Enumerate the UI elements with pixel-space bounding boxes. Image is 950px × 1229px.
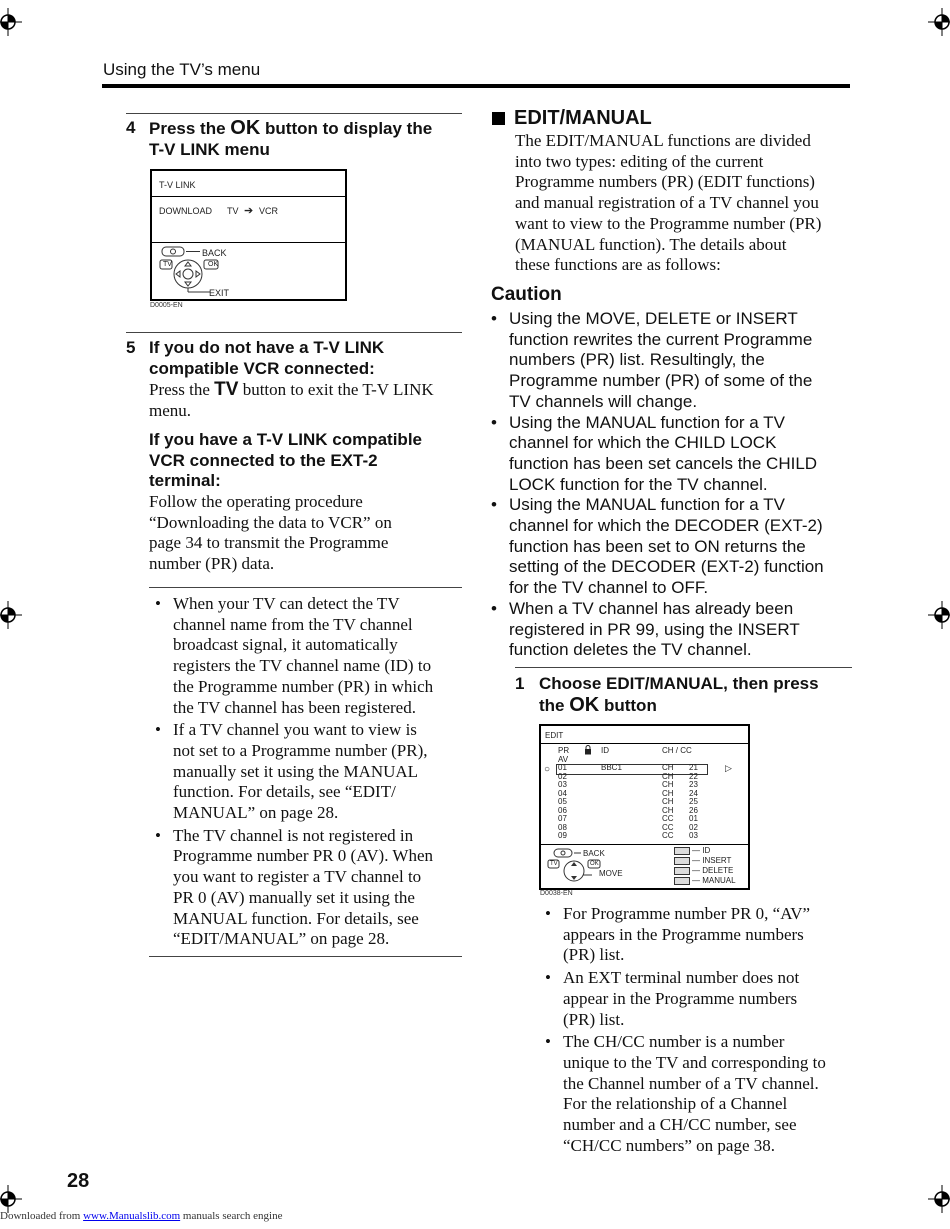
list-item bbox=[149, 720, 469, 824]
subheading-line: VCR connected to the EXT-2 bbox=[149, 450, 378, 470]
screen-divider bbox=[152, 196, 345, 197]
legend-item: — ID bbox=[674, 846, 736, 856]
table-row: 01 bbox=[558, 763, 567, 772]
caution-line: function deletes the TV channel. bbox=[509, 640, 752, 660]
note-line: MANUAL function. For details, see bbox=[173, 908, 419, 928]
list-item bbox=[491, 309, 851, 413]
list-item bbox=[491, 495, 851, 599]
screen-title: T-V LINK bbox=[159, 180, 196, 190]
list-item bbox=[491, 413, 851, 496]
table-cell-type: CH bbox=[662, 805, 674, 815]
list-item bbox=[539, 904, 859, 966]
step1-heading-post: button bbox=[603, 695, 657, 715]
step5-heading-line2: compatible VCR connected: bbox=[149, 358, 375, 378]
step5-subheading bbox=[149, 430, 469, 492]
caution-line: registered in PR 99, using the INSERT bbox=[509, 619, 800, 639]
legend-label: MANUAL bbox=[702, 876, 736, 885]
step1-heading bbox=[539, 674, 859, 716]
caution-list bbox=[491, 309, 851, 661]
table-row: 06 bbox=[558, 805, 567, 815]
intro-line: (MANUAL function). The details about bbox=[515, 234, 787, 254]
caution-title: Caution bbox=[491, 284, 562, 305]
figure-code: D0005-EN bbox=[150, 302, 183, 309]
note-line: the Channel number of a TV channel. bbox=[563, 1073, 819, 1093]
note-line: manually set it using the MANUAL bbox=[173, 761, 419, 781]
step1-heading-line1: Choose EDIT/MANUAL, then press bbox=[539, 674, 819, 693]
table-cell-num: 23 bbox=[689, 780, 698, 789]
triangle-right-icon: ▷ bbox=[725, 763, 732, 773]
note-line: • When your TV can detect the TV bbox=[173, 594, 400, 613]
registration-mark-top-right bbox=[928, 8, 950, 36]
subtext-line: “Downloading the data to VCR” on bbox=[149, 512, 392, 532]
lock-icon bbox=[584, 745, 592, 755]
exit-label: EXIT bbox=[209, 288, 230, 298]
note-line: (PR) list. bbox=[563, 1009, 625, 1029]
note-line: • For Programme number PR 0, “AV” bbox=[563, 904, 811, 923]
screen-title: EDIT bbox=[545, 731, 564, 740]
section-square-icon bbox=[492, 112, 505, 125]
download-label: DOWNLOAD bbox=[159, 206, 213, 216]
table-row: 02 bbox=[558, 771, 567, 781]
step5-subtext bbox=[149, 492, 469, 575]
note-line: channel name from the TV channel bbox=[173, 614, 413, 634]
ok-button-label: OK bbox=[590, 861, 599, 867]
number-column bbox=[689, 764, 698, 841]
intro-line: Programme numbers (PR) (EDIT functions) bbox=[515, 172, 815, 192]
note-line: unique to the TV and corresponding to bbox=[563, 1052, 826, 1072]
caution-line: channel for which the CHILD LOCK bbox=[509, 433, 777, 453]
color-key-icon bbox=[674, 867, 690, 875]
back-label: BACK bbox=[583, 849, 605, 858]
registration-mark-bottom-right bbox=[928, 1185, 950, 1213]
step5-text bbox=[149, 380, 469, 421]
note-line: the Programme number (PR) in which bbox=[173, 676, 434, 696]
tv-button-label: TV bbox=[163, 261, 172, 268]
registration-mark-top-left bbox=[0, 8, 22, 36]
note-line: Programme number PR 0 (AV). When bbox=[173, 846, 434, 866]
back-label: BACK bbox=[202, 248, 227, 258]
table-cell-type: CC bbox=[662, 822, 674, 832]
intro-line: want to view to the Programme number (PR) bbox=[515, 213, 822, 233]
caution-line: • Using the MANUAL function for a TV bbox=[509, 495, 785, 515]
note-line: “EDIT/MANUAL” on page 28. bbox=[173, 929, 390, 949]
table-row: 07 bbox=[558, 814, 567, 823]
intro-line: The EDIT/MANUAL functions are divided bbox=[515, 131, 811, 150]
id-column bbox=[601, 764, 622, 773]
ok-button-symbol: OK bbox=[230, 117, 261, 139]
subtext-line: page 34 to transmit the Programme bbox=[149, 533, 389, 553]
table-cell-type: CH bbox=[662, 797, 674, 806]
page-number: 28 bbox=[67, 1170, 90, 1192]
notes-list bbox=[539, 904, 859, 1156]
table-cell-num: 03 bbox=[689, 831, 698, 840]
arrow-right-icon: ➔ bbox=[244, 205, 254, 217]
table-cell-type: CH bbox=[662, 763, 674, 772]
legend-label: INSERT bbox=[702, 856, 732, 865]
column-header-chcc: CH / CC bbox=[662, 746, 692, 755]
legend-label: ID bbox=[702, 846, 711, 855]
step4-heading bbox=[149, 118, 469, 160]
note-line: “CH/CC numbers” on page 38. bbox=[563, 1135, 775, 1155]
selection-circle-icon: ○ bbox=[544, 764, 551, 775]
intro-line: into two types: editing of the current bbox=[515, 151, 764, 171]
note-line: registers the TV channel name (ID) to bbox=[173, 656, 432, 676]
intro-line: and manual registration of a TV channel you bbox=[515, 193, 819, 213]
caution-line: channel for which the DECODER (EXT-2) bbox=[509, 516, 823, 536]
note-line: • An EXT terminal number does not bbox=[563, 968, 800, 988]
table-row: 09 bbox=[558, 831, 567, 840]
subtext-line: Follow the operating procedure bbox=[149, 492, 363, 511]
section-intro bbox=[515, 131, 855, 276]
tv-button-label: TV bbox=[550, 861, 558, 867]
caution-line: numbers (PR) list. Resultingly, the bbox=[509, 350, 765, 370]
tv-button-symbol: TV bbox=[214, 379, 239, 400]
caution-line: LOCK function for the TV channel. bbox=[509, 474, 768, 494]
list-item bbox=[539, 968, 859, 1030]
list-item bbox=[149, 826, 469, 950]
figure-code: D0038-EN bbox=[540, 890, 573, 897]
step4-heading-pre: Press the bbox=[149, 119, 226, 138]
color-key-icon bbox=[674, 857, 690, 865]
screen-divider bbox=[541, 844, 748, 845]
color-key-legend bbox=[674, 846, 736, 886]
note-line: appear in the Programme numbers bbox=[563, 988, 798, 1008]
table-cell-id: BBC1 bbox=[601, 763, 622, 772]
divider bbox=[149, 587, 462, 588]
registration-mark-mid-left bbox=[0, 601, 22, 629]
table-cell-type: CH bbox=[662, 780, 674, 789]
selected-row-highlight bbox=[556, 764, 708, 775]
caution-line: setting of the DECODER (EXT-2) function bbox=[509, 557, 824, 577]
caution-line: function has been set cancels the CHILD bbox=[509, 453, 818, 473]
note-line: appears in the Programme numbers bbox=[563, 924, 804, 944]
tv-label: TV bbox=[227, 206, 239, 216]
footer-suffix: manuals search engine bbox=[182, 1210, 283, 1222]
caution-line: • Using the MOVE, DELETE or INSERT bbox=[509, 309, 798, 328]
step5-heading-line1: If you do not have a T-V LINK bbox=[149, 338, 385, 357]
legend-label: DELETE bbox=[702, 866, 734, 875]
table-cell-num: 02 bbox=[689, 822, 698, 832]
note-line: For the relationship of a Channel bbox=[563, 1094, 788, 1114]
ok-button-label: OK bbox=[208, 261, 219, 268]
section-title: EDIT/MANUAL bbox=[514, 107, 652, 129]
footer-prefix: Downloaded from bbox=[0, 1210, 81, 1222]
notes-list bbox=[149, 594, 469, 950]
table-row: 05 bbox=[558, 797, 567, 806]
table-cell-type: CH bbox=[662, 788, 674, 798]
caution-line: TV channels will change. bbox=[509, 391, 698, 411]
caution-line: • Using the MANUAL function for a TV bbox=[509, 412, 785, 432]
step4-heading-line2: T-V LINK menu bbox=[149, 139, 270, 159]
step1-heading-pre: the bbox=[539, 695, 565, 715]
list-item bbox=[539, 1032, 859, 1156]
legend-item: — INSERT bbox=[674, 856, 736, 866]
color-key-icon bbox=[674, 877, 690, 885]
note-line: MANUAL” on page 28. bbox=[173, 803, 339, 823]
note-line: broadcast signal, it automatically bbox=[173, 635, 398, 655]
type-column bbox=[662, 764, 674, 841]
registration-mark-bottom-left bbox=[0, 1185, 22, 1213]
intro-line: these functions are as follows: bbox=[515, 255, 721, 275]
divider bbox=[149, 956, 462, 957]
header-rule bbox=[102, 84, 850, 88]
registration-mark-mid-right bbox=[928, 601, 950, 629]
table-cell-type: CC bbox=[662, 831, 674, 840]
table-cell-num: 21 bbox=[689, 763, 698, 772]
download-footer bbox=[0, 1210, 282, 1222]
table-cell-num: 01 bbox=[689, 814, 698, 823]
tvlink-menu-screen bbox=[150, 169, 347, 301]
table-cell-type: CH bbox=[662, 771, 674, 781]
divider bbox=[515, 667, 852, 668]
step5-heading bbox=[149, 338, 469, 379]
note-line: not set to a Programme number (PR), bbox=[173, 740, 428, 760]
step-number: 1 bbox=[515, 674, 525, 693]
subheading-line: If you have a T-V LINK compatible bbox=[149, 430, 422, 449]
edit-menu-screen bbox=[539, 724, 750, 890]
table-cell-type: CC bbox=[662, 814, 674, 823]
screen-divider bbox=[152, 242, 345, 243]
screen-divider bbox=[541, 743, 748, 744]
note-line: • If a TV channel you want to view is bbox=[173, 720, 417, 740]
caution-line: Programme number (PR) of some of the bbox=[509, 371, 813, 391]
step5-text-post: button to exit the T-V LINK bbox=[242, 380, 434, 399]
caution-line: function has been set to ON returns the bbox=[509, 536, 806, 556]
note-line: function. For details, see “EDIT/ bbox=[173, 782, 396, 802]
list-item bbox=[491, 599, 851, 661]
caution-line: for the TV channel to OFF. bbox=[509, 578, 709, 598]
table-cell-num: 24 bbox=[689, 788, 698, 798]
table-cell-num: 25 bbox=[689, 797, 698, 806]
table-cell-num: 22 bbox=[689, 771, 698, 781]
table-cell-num: 26 bbox=[689, 805, 698, 815]
column-header-id: ID bbox=[601, 746, 609, 755]
divider bbox=[126, 113, 462, 114]
subheading-line: terminal: bbox=[149, 471, 221, 490]
ok-button-symbol: OK bbox=[569, 693, 600, 716]
pr-column bbox=[558, 764, 567, 841]
table-row: 08 bbox=[558, 822, 567, 832]
note-line: (PR) list. bbox=[563, 945, 625, 965]
legend-item: — MANUAL bbox=[674, 876, 736, 886]
caution-line: function rewrites the current Programme bbox=[509, 329, 813, 349]
note-line: • The CH/CC number is a number bbox=[563, 1032, 785, 1052]
step4-heading-post: button to display the bbox=[265, 119, 433, 138]
list-item bbox=[149, 594, 469, 718]
table-row: 03 bbox=[558, 780, 567, 789]
note-line: you want to register a TV channel to bbox=[173, 867, 422, 887]
note-line: the TV channel has been registered. bbox=[173, 697, 416, 717]
column-header-pr: PR bbox=[558, 746, 570, 755]
manualslib-link[interactable]: www.Manualslib.com bbox=[83, 1210, 181, 1222]
color-key-icon bbox=[674, 847, 690, 855]
step-number: 5 bbox=[126, 338, 136, 357]
vcr-label: VCR bbox=[259, 206, 279, 216]
page-header-title: Using the TV’s menu bbox=[103, 60, 261, 79]
note-line: PR 0 (AV) manually set it using the bbox=[173, 887, 415, 907]
step-number: 4 bbox=[126, 118, 136, 137]
caution-line: • When a TV channel has already been bbox=[509, 598, 794, 618]
legend-item: — DELETE bbox=[674, 866, 736, 876]
subtext-line: number (PR) data. bbox=[149, 554, 275, 574]
move-label: MOVE bbox=[599, 869, 623, 878]
note-line: • The TV channel is not registered in bbox=[173, 825, 414, 845]
av-row-label: AV bbox=[558, 755, 569, 764]
note-line: number and a CH/CC number, see bbox=[563, 1115, 797, 1135]
step5-text-line2: menu. bbox=[149, 400, 192, 420]
divider bbox=[126, 332, 462, 333]
table-row: 04 bbox=[558, 788, 567, 798]
step5-text-pre: Press the bbox=[149, 380, 210, 399]
